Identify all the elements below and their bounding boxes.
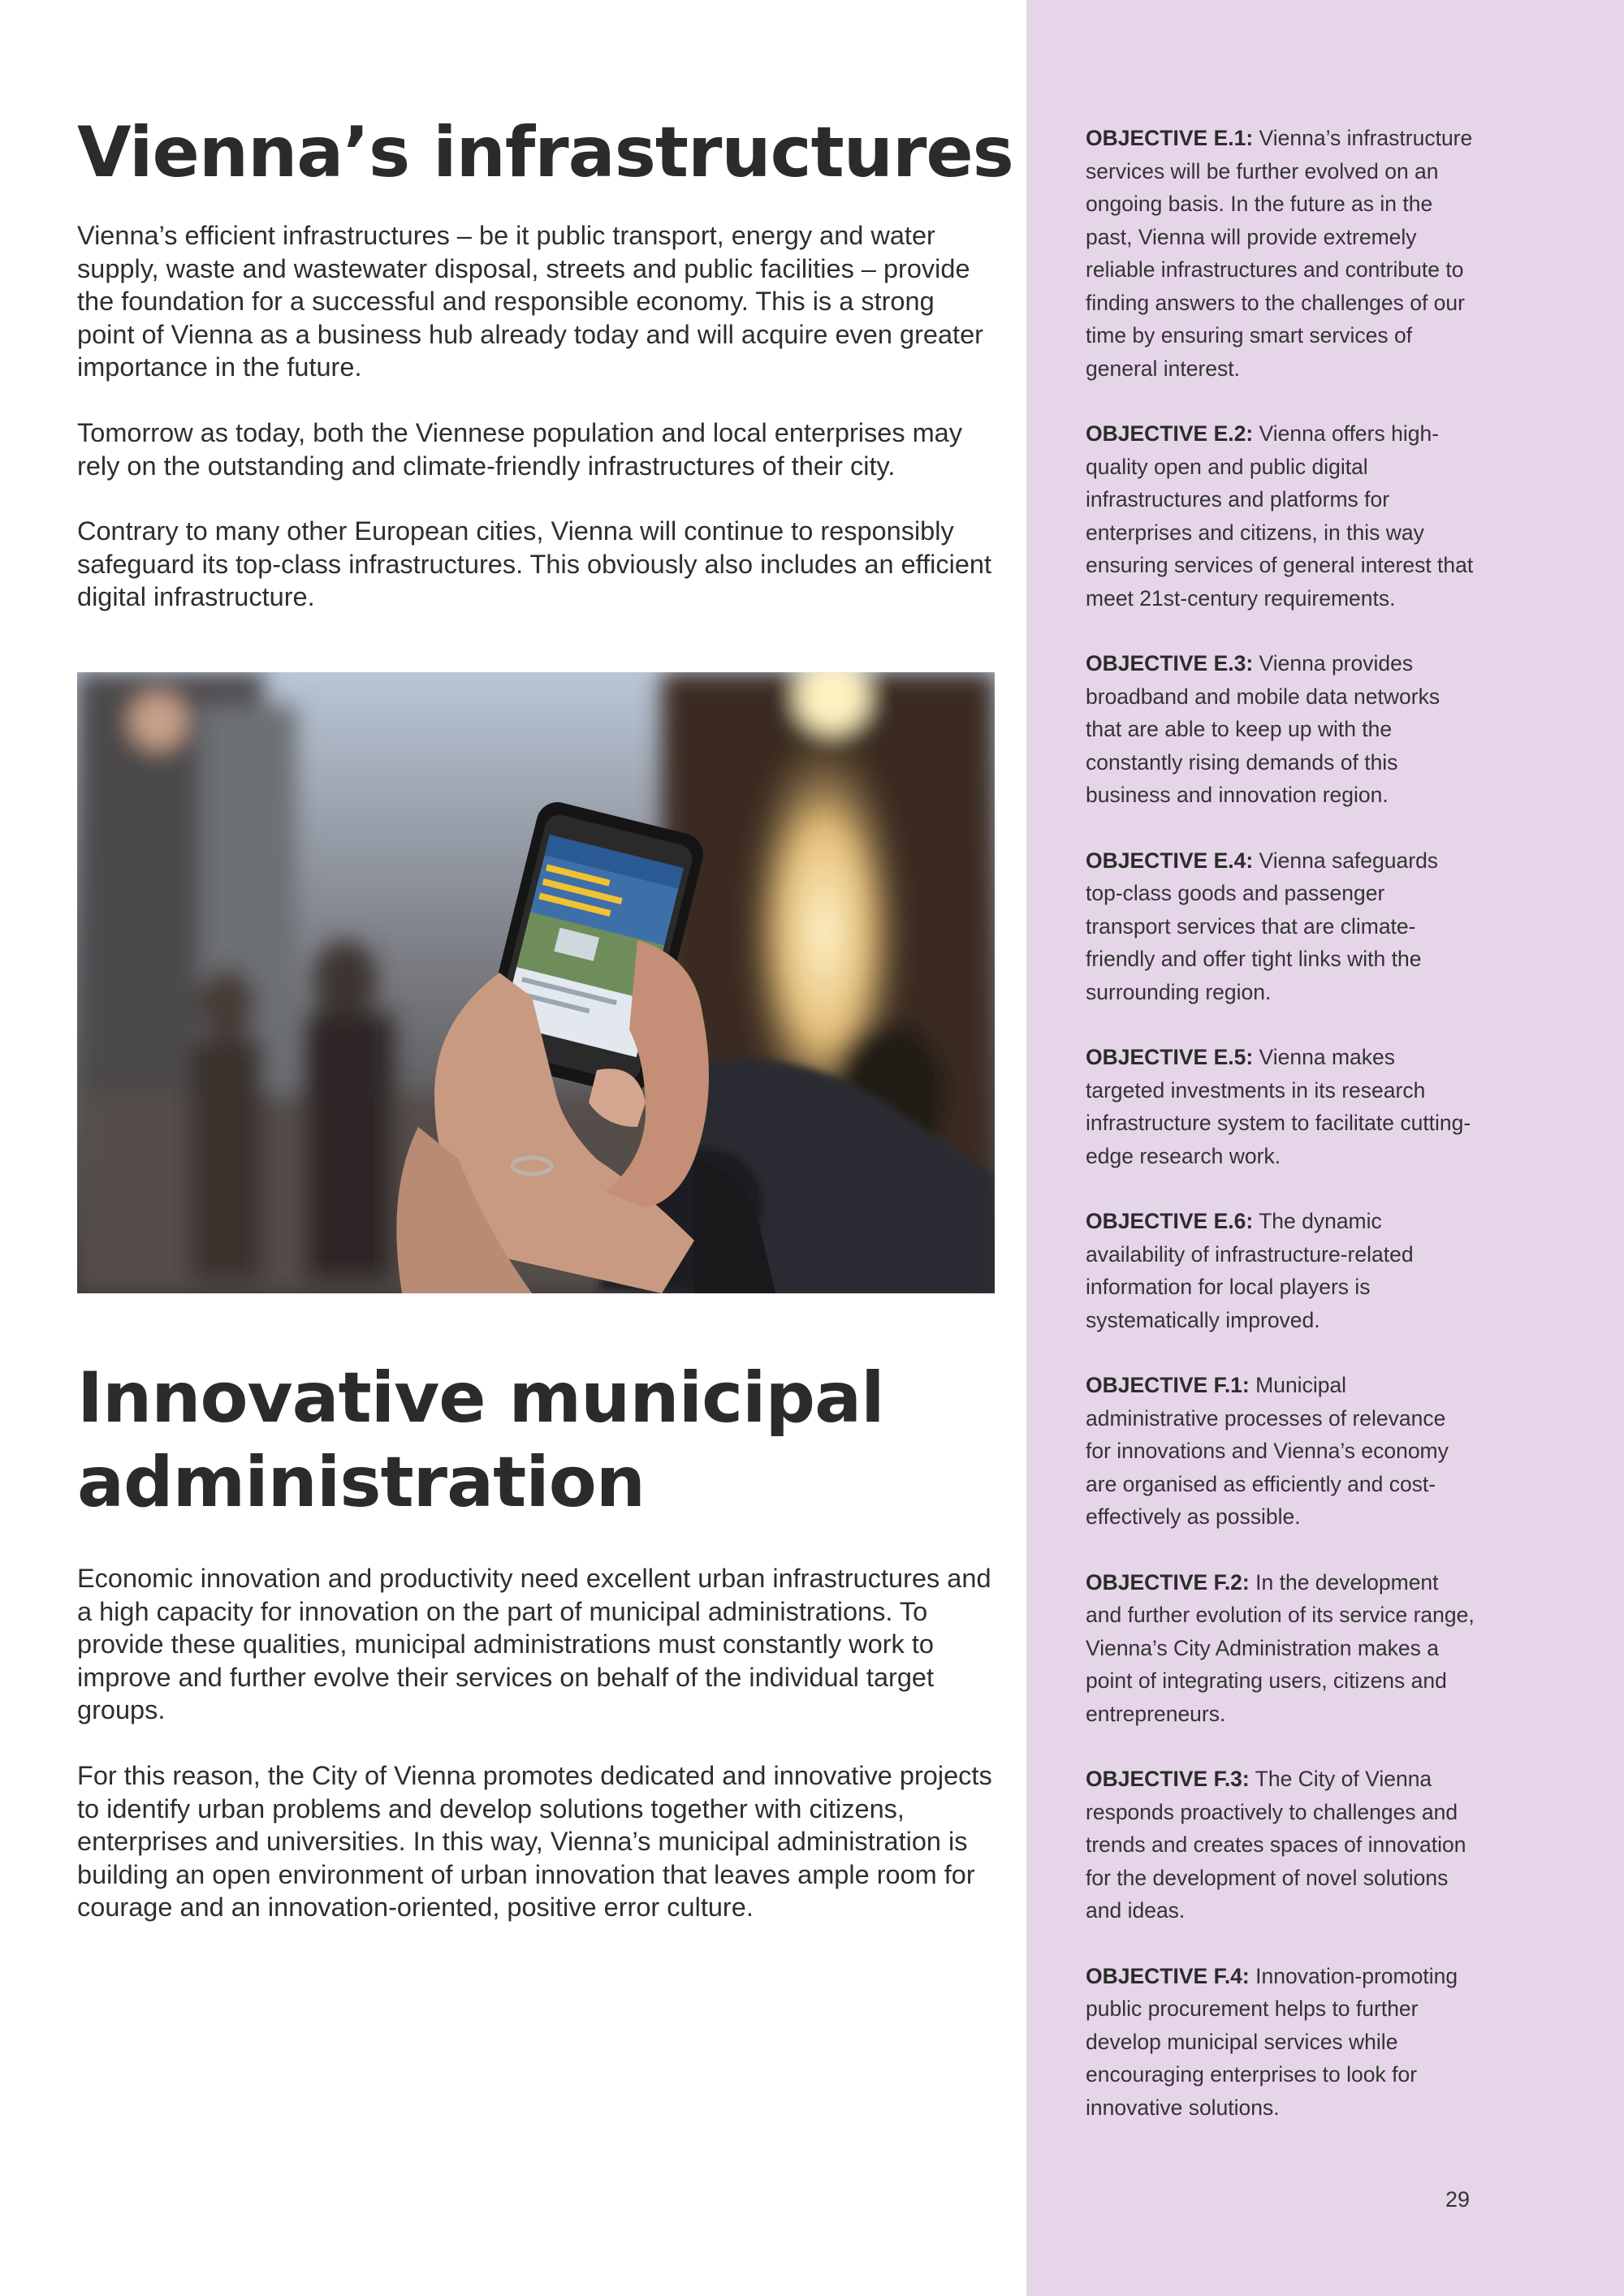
page-number: 29 <box>1445 2187 1470 2212</box>
objectives-list <box>1086 122 1475 2156</box>
objective-e4 <box>1086 844 1475 1009</box>
paragraph-infra-3: Contrary to many other European cities, Vienna will continue to responsibly safeguard its top-class infrastructures. This obviously also includes an efficient digital infrastructure. <box>77 516 992 611</box>
objective-text: Municipal administrative processes of relevance for innovations and Vienna’s economy are organised as efficiently and cost-effectively as possible. <box>1086 1373 1449 1529</box>
smartphone-in-hands-icon <box>77 672 995 1293</box>
objective-label: OBJECTIVE F.1: <box>1086 1373 1250 1397</box>
objective-text: Vienna safeguards top-class goods and passenger transport services that are climate-friendly and offer tight links with the surrounding region. <box>1086 848 1439 1004</box>
objective-label: OBJECTIVE E.4: <box>1086 848 1254 873</box>
section-title-infrastructures: Vienna’s infrastructures <box>77 112 1013 193</box>
objective-text: Vienna’s infrastructure services will be further evolved on an ongoing basis. In the future as in the past, Vienna will provide extremely reliable infrastructures and contribute to finding answers to the challenges of our time by ensuring smart services of general interest. <box>1086 126 1473 381</box>
objective-e3 <box>1086 647 1475 812</box>
title-line-2: administration <box>77 1442 646 1523</box>
title-line-1: Innovative municipal <box>77 1357 884 1439</box>
objective-f1 <box>1086 1369 1475 1534</box>
objective-label: OBJECTIVE E.6: <box>1086 1209 1254 1233</box>
objective-label: OBJECTIVE E.3: <box>1086 651 1254 675</box>
smartphone-photo <box>77 672 995 1293</box>
objective-text: Vienna offers high-quality open and public digital infrastructures and platforms for enterprises and citizens, in this way ensuring services of general interest that meet 21st-century requirements. <box>1086 421 1474 611</box>
paragraph-infra-1: Vienna’s efficient infrastructures – be it public transport, energy and water supply, waste and wastewater disposal, streets and public facilities – provide the foundation for a successful and responsible economy. This is a strong point of Vienna as a business hub already today and will acquire even greater importance in the future. <box>77 221 983 382</box>
objective-label: OBJECTIVE F.2: <box>1086 1569 1250 1595</box>
objective-label: OBJECTIVE E.1: <box>1086 126 1254 150</box>
paragraph-infra-2: Tomorrow as today, both the Viennese population and local enterprises may rely on the outstanding and climate-friendly infrastructures of their city. <box>77 418 963 481</box>
objective-e6 <box>1086 1205 1475 1336</box>
objective-f3 <box>1086 1763 1475 1927</box>
objective-text: Vienna provides broadband and mobile data networks that are able to keep up with the constantly rising demands of this business and innovation region. <box>1086 651 1440 807</box>
objective-f2 <box>1086 1566 1475 1731</box>
objective-label: OBJECTIVE E.5: <box>1086 1045 1254 1069</box>
paragraph-admin-1: Economic innovation and productivity need excellent urban infrastructures and a high capacity for innovation on the part of municipal administrations. To provide these qualities, municipal administrations must constantly work to improve and further evolve their services on behalf of the individual target groups. <box>77 1564 991 1724</box>
objective-f4 <box>1086 1960 1475 2125</box>
objective-e2 <box>1086 417 1475 615</box>
objective-e5 <box>1086 1041 1475 1172</box>
objective-e1 <box>1086 122 1475 385</box>
objective-text: In the development and further evolution of its service range, Vienna’s City Administration makes a point of integrating users, citizens and entrepreneurs. <box>1086 1569 1475 1726</box>
objective-label: OBJECTIVE E.2: <box>1086 421 1254 446</box>
objective-text: The City of Vienna responds proactively to challenges and trends and creates spaces of innovation for the development of novel solutions and ideas. <box>1086 1767 1466 1923</box>
paragraph-admin-2: For this reason, the City of Vienna promotes dedicated and innovative projects to identify urban problems and develop solutions together with citizens, enterprises and universities. In this way, Vienna’s municipal administration is building an open environment of urban innovation that leaves ample room for courage and an innovation-oriented, positive error culture. <box>77 1761 992 1922</box>
objective-text: The dynamic availability of infrastructure-related information for local players is systematically improved. <box>1086 1209 1414 1332</box>
section-title-municipal-administration <box>77 1356 884 1525</box>
objective-text: Vienna makes targeted investments in its research infrastructure system to facilitate cutting-edge research work. <box>1086 1045 1471 1168</box>
objective-label: OBJECTIVE F.4: <box>1086 1963 1250 1988</box>
objective-text: Innovation-promoting public procurement helps to further develop municipal services while encouraging enterprises to look for innovative solutions. <box>1086 1963 1458 2120</box>
objective-label: OBJECTIVE F.3: <box>1086 1767 1250 1791</box>
